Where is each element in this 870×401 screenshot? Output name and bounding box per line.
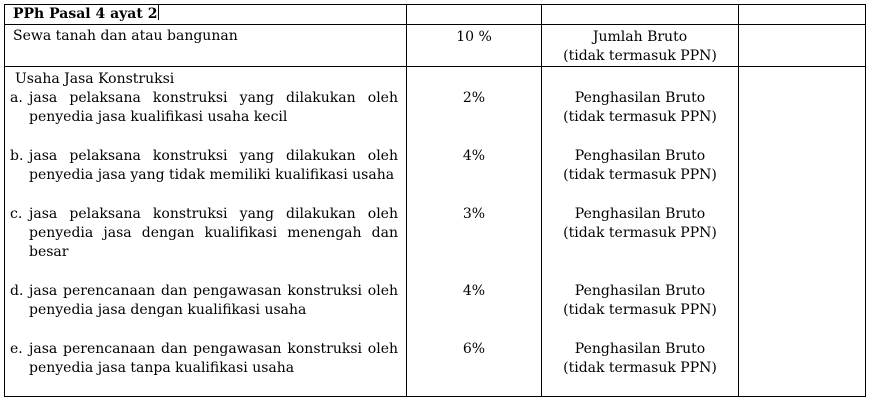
base-a-line1: Penghasilan Bruto: [574, 90, 706, 106]
header-empty-cell-base[interactable]: [542, 5, 739, 25]
item-marker: d.: [10, 283, 24, 299]
item-marker: a.: [10, 90, 23, 106]
konstruksi-description-cell[interactable]: [5, 67, 407, 397]
header-title: PPh Pasal 4 ayat 2: [13, 6, 158, 22]
item-text: jasa pelaksana konstruksi yang dilakukan oleh penyedia jasa yang tidak memiliki kualifikasi usaha: [29, 148, 398, 183]
konstruksi-extra-cell[interactable]: [739, 67, 866, 397]
sewa-description: Sewa tanah dan atau bangunan: [13, 28, 238, 44]
base-b-line1: Penghasilan Bruto: [574, 148, 706, 164]
konstruksi-row: [5, 67, 866, 397]
rate-b: 4%: [462, 148, 486, 164]
item-text: jasa pelaksana konstruksi yang dilakukan oleh penyedia jasa dengan kualifikasi menengah dan besar: [29, 206, 398, 260]
konstruksi-item-d: [10, 282, 398, 320]
base-c-line2: (tidak termasuk PPN): [563, 225, 717, 241]
base-d-line1: Penghasilan Bruto: [574, 283, 706, 299]
konstruksi-base-cell[interactable]: [542, 67, 739, 397]
konstruksi-item-b: [10, 147, 398, 185]
konstruksi-item-c: [10, 205, 398, 262]
sewa-rate: 10 %: [456, 29, 492, 45]
konstruksi-rate-cell[interactable]: [407, 67, 542, 397]
base-c-line1: Penghasilan Bruto: [574, 206, 706, 222]
item-marker: e.: [10, 341, 23, 357]
sewa-base-line1: Jumlah Bruto: [592, 29, 688, 45]
konstruksi-item-e: [10, 340, 398, 378]
sewa-row: [5, 25, 866, 67]
sewa-base-cell[interactable]: [542, 25, 739, 67]
text-cursor: [158, 5, 159, 20]
header-empty-cell-extra[interactable]: [739, 5, 866, 25]
base-d-line2: (tidak termasuk PPN): [563, 302, 717, 318]
rate-a: 2%: [462, 90, 486, 106]
sewa-description-cell[interactable]: [5, 25, 407, 67]
konstruksi-title: Usaha Jasa Konstruksi: [15, 71, 175, 87]
sewa-base-line2: (tidak termasuk PPN): [563, 48, 717, 64]
konstruksi-item-a: [10, 89, 398, 127]
item-text: jasa perencanaan dan pengawasan konstruksi oleh penyedia jasa tanpa kualifikasi usaha: [29, 341, 398, 376]
item-marker: b.: [10, 148, 24, 164]
item-text: jasa pelaksana konstruksi yang dilakukan oleh penyedia jasa kualifikasi usaha kecil: [29, 90, 398, 125]
header-title-cell[interactable]: [5, 5, 407, 25]
item-text: jasa perencanaan dan pengawasan konstruksi oleh penyedia jasa dengan kualifikasi usaha: [29, 283, 398, 318]
sewa-rate-cell[interactable]: [407, 25, 542, 67]
base-a-line2: (tidak termasuk PPN): [563, 109, 717, 125]
header-row: [5, 5, 866, 25]
base-b-line2: (tidak termasuk PPN): [563, 167, 717, 183]
item-marker: c.: [10, 206, 23, 222]
base-e-line2: (tidak termasuk PPN): [563, 360, 717, 376]
header-empty-cell-rate[interactable]: [407, 5, 542, 25]
rate-e: 6%: [462, 341, 486, 357]
base-e-line1: Penghasilan Bruto: [574, 341, 706, 357]
rate-c: 3%: [462, 206, 486, 222]
tax-rate-table: [4, 4, 866, 397]
rate-d: 4%: [462, 283, 486, 299]
sewa-extra-cell[interactable]: [739, 25, 866, 67]
